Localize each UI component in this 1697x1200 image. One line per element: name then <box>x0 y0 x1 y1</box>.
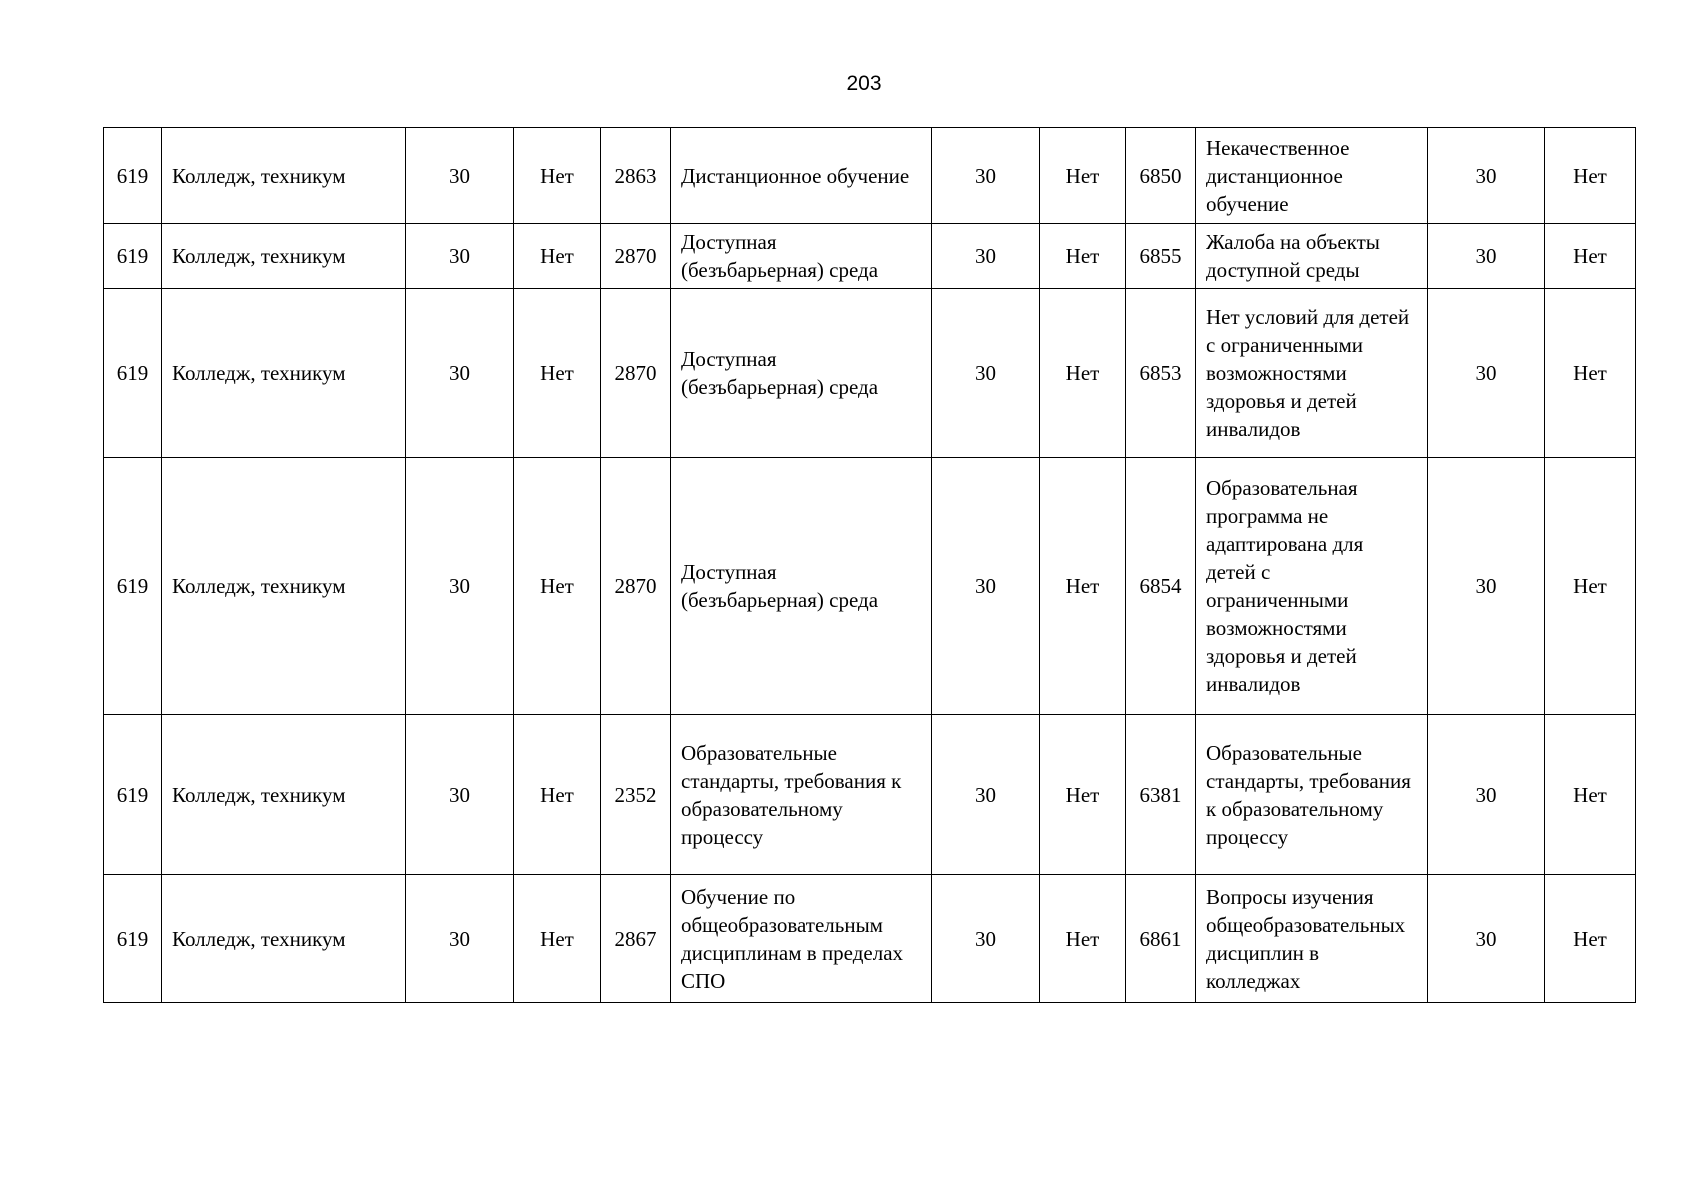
table-row <box>104 715 1636 875</box>
table-row <box>104 289 1636 458</box>
cell-code: 619 <box>104 715 162 875</box>
cell-topic-code: 2867 <box>601 875 671 1003</box>
cell-issue-term: 30 <box>1428 224 1545 289</box>
cell-topic: Образовательные стандарты, требования к образовательному процессу <box>671 715 932 875</box>
cell-flag: Нет <box>514 715 601 875</box>
cell-issue-code: 6854 <box>1126 458 1196 715</box>
cell-issue-term: 30 <box>1428 128 1545 224</box>
cell-topic-flag: Нет <box>1040 128 1126 224</box>
cell-topic-term: 30 <box>932 224 1040 289</box>
cell-code: 619 <box>104 224 162 289</box>
cell-topic: Доступная (безъбарьерная) среда <box>671 289 932 458</box>
cell-flag: Нет <box>514 875 601 1003</box>
cell-issue-term: 30 <box>1428 458 1545 715</box>
cell-term: 30 <box>406 458 514 715</box>
cell-issue-flag: Нет <box>1545 128 1636 224</box>
cell-topic-term: 30 <box>932 875 1040 1003</box>
cell-topic: Обучение по общеобразовательным дисциплинам в пределах СПО <box>671 875 932 1003</box>
cell-topic-term: 30 <box>932 458 1040 715</box>
cell-issue: Жалоба на объекты доступной среды <box>1196 224 1428 289</box>
cell-issue: Образовательная программа не адаптирована для детей с ограниченными возможностями здоровья и детей инвалидов <box>1196 458 1428 715</box>
cell-issue-flag: Нет <box>1545 289 1636 458</box>
cell-topic-term: 30 <box>932 128 1040 224</box>
cell-institution-type: Колледж, техникум <box>162 224 406 289</box>
cell-term: 30 <box>406 224 514 289</box>
table-row <box>104 128 1636 224</box>
cell-issue-flag: Нет <box>1545 715 1636 875</box>
cell-topic-flag: Нет <box>1040 715 1126 875</box>
cell-issue-flag: Нет <box>1545 224 1636 289</box>
cell-issue-code: 6850 <box>1126 128 1196 224</box>
cell-issue-code: 6381 <box>1126 715 1196 875</box>
cell-flag: Нет <box>514 224 601 289</box>
cell-topic-code: 2870 <box>601 289 671 458</box>
cell-topic-flag: Нет <box>1040 458 1126 715</box>
cell-issue: Некачественное дистанционное обучение <box>1196 128 1428 224</box>
table-row <box>104 224 1636 289</box>
cell-code: 619 <box>104 458 162 715</box>
cell-flag: Нет <box>514 458 601 715</box>
cell-topic-code: 2352 <box>601 715 671 875</box>
cell-issue: Нет условий для детей с ограниченными возможностями здоровья и детей инвалидов <box>1196 289 1428 458</box>
cell-topic: Доступная (безъбарьерная) среда <box>671 224 932 289</box>
cell-issue-code: 6861 <box>1126 875 1196 1003</box>
cell-term: 30 <box>406 128 514 224</box>
cell-topic-flag: Нет <box>1040 289 1126 458</box>
cell-code: 619 <box>104 875 162 1003</box>
cell-topic-term: 30 <box>932 715 1040 875</box>
cell-topic-flag: Нет <box>1040 224 1126 289</box>
cell-issue-term: 30 <box>1428 875 1545 1003</box>
cell-topic-term: 30 <box>932 289 1040 458</box>
cell-topic: Дистанционное обучение <box>671 128 932 224</box>
cell-term: 30 <box>406 875 514 1003</box>
cell-institution-type: Колледж, техникум <box>162 715 406 875</box>
cell-issue-term: 30 <box>1428 289 1545 458</box>
cell-issue: Образовательные стандарты, требования к образовательному процессу <box>1196 715 1428 875</box>
page-number: 203 <box>846 72 882 95</box>
cell-flag: Нет <box>514 289 601 458</box>
cell-issue-flag: Нет <box>1545 875 1636 1003</box>
cell-term: 30 <box>406 715 514 875</box>
cell-issue: Вопросы изучения общеобразовательных дисциплин в колледжах <box>1196 875 1428 1003</box>
cell-institution-type: Колледж, техникум <box>162 458 406 715</box>
data-table <box>103 127 1636 1003</box>
table-row <box>104 875 1636 1003</box>
cell-topic-code: 2870 <box>601 458 671 715</box>
cell-issue-code: 6853 <box>1126 289 1196 458</box>
cell-institution-type: Колледж, техникум <box>162 875 406 1003</box>
cell-institution-type: Колледж, техникум <box>162 289 406 458</box>
cell-term: 30 <box>406 289 514 458</box>
cell-issue-code: 6855 <box>1126 224 1196 289</box>
cell-topic: Доступная (безъбарьерная) среда <box>671 458 932 715</box>
cell-institution-type: Колледж, техникум <box>162 128 406 224</box>
cell-code: 619 <box>104 289 162 458</box>
cell-flag: Нет <box>514 128 601 224</box>
cell-issue-flag: Нет <box>1545 458 1636 715</box>
cell-code: 619 <box>104 128 162 224</box>
cell-topic-code: 2863 <box>601 128 671 224</box>
cell-issue-term: 30 <box>1428 715 1545 875</box>
cell-topic-flag: Нет <box>1040 875 1126 1003</box>
cell-topic-code: 2870 <box>601 224 671 289</box>
table-row <box>104 458 1636 715</box>
